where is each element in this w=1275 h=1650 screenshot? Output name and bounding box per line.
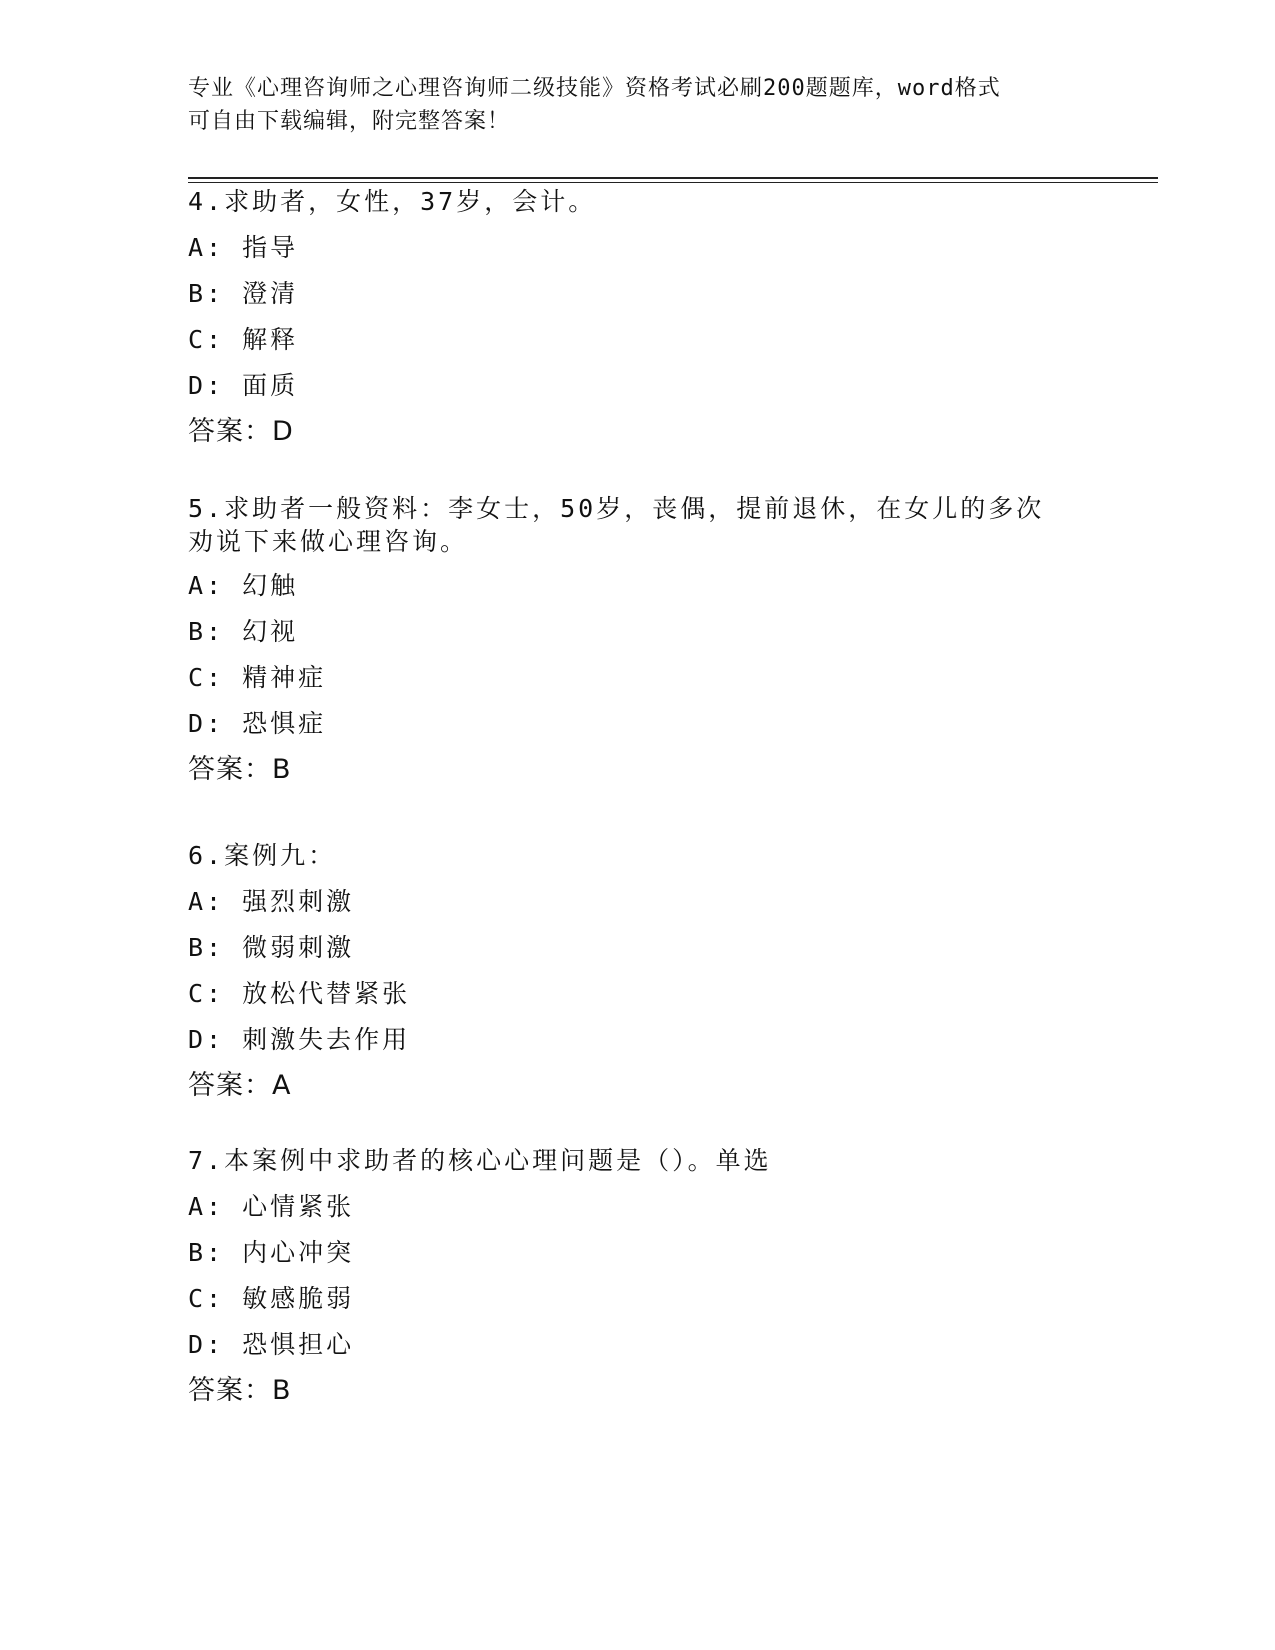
option-c: C: 敏感脆弱 bbox=[188, 1284, 355, 1313]
answer: 答案：A bbox=[188, 1070, 292, 1101]
option-c: C: 精神症 bbox=[188, 663, 327, 692]
question-6 bbox=[188, 840, 1088, 1102]
question-5 bbox=[188, 492, 1088, 786]
question-text-line-2: 劝说下来做心理咨询。 bbox=[188, 527, 469, 556]
header-line-1: 专业《心理咨询师之心理咨询师二级技能》资格考试必刷200题题库，word格式 bbox=[188, 76, 1001, 101]
option-d: D: 面质 bbox=[188, 371, 299, 400]
option-d: D: 恐惧担心 bbox=[188, 1330, 355, 1359]
question-text bbox=[188, 492, 1088, 558]
question-text: 4.求助者，女性，37岁，会计。 bbox=[188, 187, 597, 216]
answer: 答案：B bbox=[188, 754, 292, 785]
question-4 bbox=[188, 186, 1088, 448]
question-text-line-1: 5.求助者一般资料：李女士，50岁，丧偶，提前退休，在女儿的多次 bbox=[188, 494, 1045, 523]
answer: 答案：D bbox=[188, 416, 294, 447]
option-a: A: 心情紧张 bbox=[188, 1192, 355, 1221]
header-line-2: 可自由下载编辑，附完整答案！ bbox=[188, 109, 511, 134]
option-d: D: 刺激失去作用 bbox=[188, 1025, 411, 1054]
option-b: B: 澄清 bbox=[188, 279, 299, 308]
option-a: A: 指导 bbox=[188, 233, 299, 262]
option-d: D: 恐惧症 bbox=[188, 709, 327, 738]
option-c: C: 放松代替紧张 bbox=[188, 979, 411, 1008]
option-b: B: 微弱刺激 bbox=[188, 933, 355, 962]
option-a: A: 强烈刺激 bbox=[188, 887, 355, 916]
option-c: C: 解释 bbox=[188, 325, 299, 354]
option-b: B: 幻视 bbox=[188, 617, 299, 646]
answer: 答案：B bbox=[188, 1375, 292, 1406]
question-text: 6.案例九： bbox=[188, 841, 337, 870]
document-header bbox=[188, 72, 1088, 138]
question-7 bbox=[188, 1145, 1088, 1407]
question-text: 7.本案例中求助者的核心心理问题是（）。单选 bbox=[188, 1146, 772, 1175]
header-divider bbox=[188, 177, 1158, 183]
option-b: B: 内心冲突 bbox=[188, 1238, 355, 1267]
option-a: A: 幻触 bbox=[188, 571, 299, 600]
